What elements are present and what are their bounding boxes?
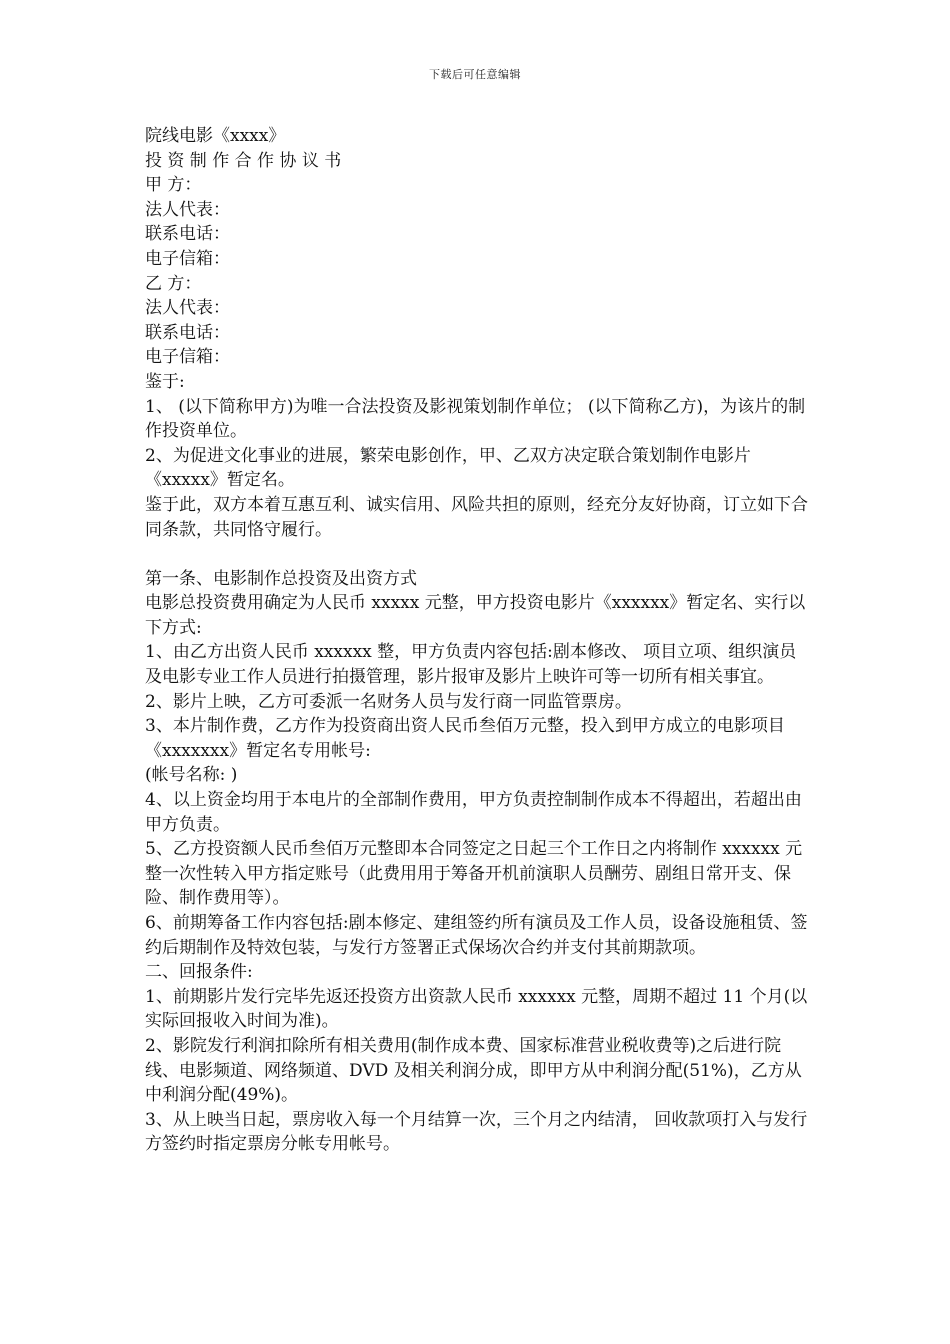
party-a-rep: 法人代表：: [145, 199, 230, 220]
document-body: [145, 124, 810, 1157]
header-note: 下载后可任意编辑: [429, 68, 521, 81]
party-b-label: 乙 方：: [145, 273, 202, 294]
section-2-paragraph: 2、影院发行利润扣除所有相关费用(制作成本费、国家标准营业税收费等)之后进行院线、电影频道、网络频道、DVD 及相关利润分成，即甲方从中利润分配(51%)，乙方从中利润分配(49%)。: [145, 1035, 802, 1106]
section-2-paragraph: 3、从上映当日起，票房收入每一个月结算一次，三个月之内结清， 回收款项打入与发行方签约时指定票房分帐专用帐号。: [145, 1109, 808, 1155]
whereas-paragraph: 2、为促进文化事业的进展，繁荣电影创作，甲、乙双方决定联合策划制作电影片《xxxxx》暂定名。: [145, 445, 751, 491]
section-2-heading: 二、回报条件:: [145, 962, 253, 983]
section-2-paragraph: 1、前期影片发行完毕先返还投资方出资款人民币 xxxxxx 元整，周期不超过 11 个月(以实际回报收入时间为准)。: [145, 986, 808, 1032]
title-line-1: 院线电影《xxxx》: [145, 126, 286, 146]
section-1-paragraph: 6、前期筹备工作内容包括:剧本修定、建组签约所有演员及工作人员，设备设施租赁、签约后期制作及特效包装，与发行方签署正式保场次合约并支付其前期款项。: [145, 913, 808, 958]
section-1-paragraph: 3、本片制作费，乙方作为投资商出资人民币叁佰万元整，投入到甲方成立的电影项目《xxxxxxx》暂定名专用帐号:: [145, 716, 785, 761]
party-a-email: 电子信箱：: [145, 248, 230, 269]
party-b-phone: 联系电话：: [145, 322, 230, 343]
whereas-paragraph: 鉴于此，双方本着互惠互利、诚实信用、风险共担的原则，经充分友好协商，订立如下合同条款，共同恪守履行。: [145, 494, 808, 540]
party-b-email: 电子信箱：: [145, 347, 230, 368]
title-line-2: 投 资 制 作 合 作 协 议 书: [145, 150, 342, 171]
section-1-paragraph: 4、以上资金均用于本电片的全部制作费用，甲方负责控制制作成本不得超出，若超出由甲方负责。: [145, 790, 802, 835]
section-1-paragraph: 电影总投资费用确定为人民币 xxxxx 元整，甲方投资电影片《xxxxxx》暂定名、实行以下方式:: [145, 593, 806, 638]
whereas-label: 鉴于:: [145, 371, 185, 392]
section-1-paragraph: 1、由乙方出资人民币 xxxxxx 整，甲方负责内容包括:剧本修改、 项目立项、组织演员及电影专业工作人员进行拍摄管理，影片报审及影片上映许可等一切所有相关事宜。: [145, 642, 797, 688]
section-1-heading: 第一条、电影制作总投资及出资方式: [145, 568, 417, 589]
blank-line: [145, 542, 810, 567]
section-1-paragraph: 2、影片上映，乙方可委派一名财务人员与发行商一同监管票房。: [145, 691, 632, 712]
whereas-paragraph: 1、 (以下简称甲方)为唯一合法投资及影视策划制作单位； (以下简称乙方)，为该片的制作投资单位。: [145, 396, 806, 442]
section-1-paragraph: (帐号名称: ): [145, 765, 238, 786]
party-a-label: 甲 方：: [145, 175, 202, 196]
party-b-rep: 法人代表：: [145, 298, 230, 319]
section-1-paragraph: 5、乙方投资额人民币叁佰万元整即本合同签定之日起三个工作日之内将制作 xxxxxx 元整一次性转入甲方指定账号（此费用用于筹备开机前演职人员酬劳、剧组日常开支、保险、制作费用等）。: [145, 839, 803, 909]
party-a-phone: 联系电话：: [145, 224, 230, 245]
